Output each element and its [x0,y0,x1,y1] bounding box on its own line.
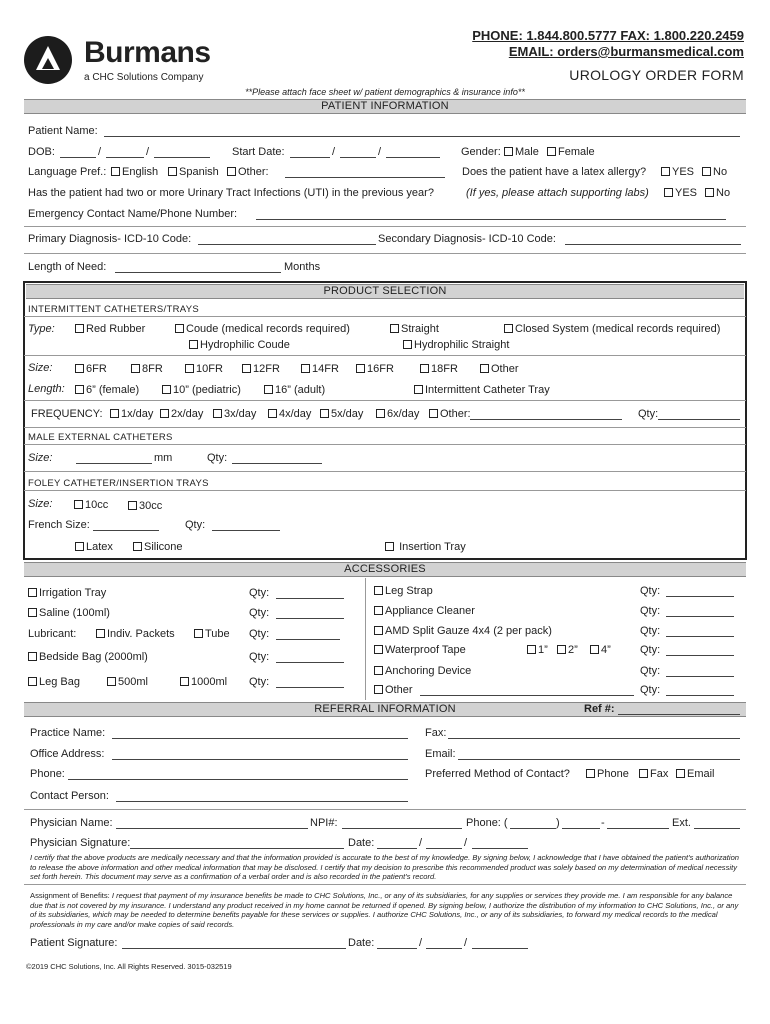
intermittent-subheader: INTERMITTENT CATHETERS/TRAYS [28,304,199,315]
saline-qty-label: Qty: [249,607,270,619]
latex-checkbox[interactable]: Latex [75,541,113,553]
office-address-field[interactable] [112,759,408,760]
leg-strap-checkbox[interactable]: Leg Strap [374,585,433,597]
logo-triangle-inner-icon [42,58,54,69]
tube-checkbox[interactable]: Tube [194,628,230,640]
latex-yes-checkbox[interactable]: YES [661,166,694,178]
foley-subheader: FOLEY CATHETER/INSERTION TRAYS [28,478,209,489]
freq-2x-checkbox[interactable]: 2x/day [160,408,203,420]
foley-size-label: Size: [28,498,53,510]
appliance-qty-field[interactable] [666,616,734,617]
male-size-label: Size: [28,452,53,464]
leg-bag-1000ml-checkbox[interactable]: 1000ml [180,676,227,688]
assignment-body: I request that payment of my insurance benefits be made to CHC Solutions, Inc., or any of its subsidiaries, for any supplies or services they provide me. I am responsible for any balance due that is not covered by my insurance. I understand any product received in my home cannot be returned if opened. By signing below, I authorize the distribution of my information to CHC Solutions, Inc., or any of its subsidiaries, which may be needed to determine benefits payable for these services or supplies. I authorize CHC Solutions, Inc., or any of its subsidiaries, to forward my medical records to the medical professionals in my care and/or make copies of said records. [30,891,739,929]
ext-label: Ext. [672,817,691,829]
fax-label: Fax: [425,727,447,739]
freq-qty-label: Qty: [638,408,659,420]
appliance-qty-label: Qty: [640,605,661,617]
divider [24,355,746,356]
date-slash: / [464,837,468,849]
lubricant-qty-label: Qty: [249,628,270,640]
physician-name-label: Physician Name: [30,817,113,829]
referral-section-title: REFERRAL INFORMATION [314,703,456,715]
leg-strap-qty-field[interactable] [666,596,734,597]
emergency-contact-field[interactable] [256,219,726,220]
fax-field[interactable] [448,738,740,739]
bedside-qty-field[interactable] [276,662,344,663]
language-english-checkbox[interactable]: English [111,166,158,178]
length-adult-checkbox[interactable]: 16” (adult) [264,384,325,396]
type-label: Type: [28,323,55,335]
dob-day-field[interactable] [106,157,144,158]
physician-date-day-field[interactable] [426,848,462,849]
lubricant-qty-field[interactable] [276,639,340,640]
phone-label: Phone: [30,768,65,780]
start-slash: / [378,146,382,158]
start-slash: / [332,146,336,158]
insertion-tray-checkbox[interactable]: Insertion Tray [385,541,466,553]
straight-checkbox[interactable]: Straight [390,323,439,335]
patient-date-label: Date: [348,937,375,949]
physician-signature-field[interactable] [130,848,344,849]
start-date-label: Start Date: [232,146,285,158]
other-qty-field[interactable] [666,695,734,696]
leg-bag-checkbox[interactable]: Leg Bag [28,676,80,688]
size-label: Size: [28,362,53,374]
phone-dash: - [601,817,605,829]
length-label: Length: [28,383,65,395]
start-month-field[interactable] [290,157,330,158]
mm-label: mm [154,452,173,464]
anchoring-qty-label: Qty: [640,665,661,677]
accessories-section-header: ACCESSORIES [24,562,746,577]
uti-no-checkbox[interactable]: No [705,187,730,199]
physician-date-month-field[interactable] [377,848,417,849]
emergency-contact-label: Emergency Contact Name/Phone Number: [28,208,238,220]
divider [24,400,746,401]
phone-field[interactable] [68,779,408,780]
size-16fr-checkbox[interactable]: 16FR [356,363,394,375]
leg-bag-qty-label: Qty: [249,676,270,688]
irrigation-tray-checkbox[interactable]: Irrigation Tray [28,587,106,599]
language-spanish-checkbox[interactable]: Spanish [168,166,219,178]
divider [24,427,746,428]
hydrophilic-coude-checkbox[interactable]: Hydrophilic Coude [189,339,290,351]
freq-4x-checkbox[interactable]: 4x/day [268,408,311,420]
email-label: Email: [425,748,456,760]
brand-subtitle: a CHC Solutions Company [84,72,204,83]
freq-6x-checkbox[interactable]: 6x/day [376,408,419,420]
language-other-checkbox[interactable]: Other: [227,166,269,178]
contact-email-checkbox[interactable]: Email [676,768,715,780]
patient-signature-field[interactable] [122,948,346,949]
patient-date-year-field[interactable] [472,948,528,949]
date-slash: / [464,937,468,949]
patient-name-field[interactable] [104,136,740,137]
freq-other-checkbox[interactable]: Other: [429,408,471,420]
irrigation-qty-field[interactable] [276,598,344,599]
silicone-checkbox[interactable]: Silicone [133,541,183,553]
freq-5x-checkbox[interactable]: 5x/day [320,408,363,420]
french-size-field[interactable] [93,530,159,531]
product-section-header: PRODUCT SELECTION [26,284,744,299]
freq-qty-field[interactable] [658,419,740,420]
length-of-need-field[interactable] [115,272,281,273]
divider [24,809,746,810]
leg-bag-500ml-checkbox[interactable]: 500ml [107,676,148,688]
divider [24,444,746,445]
foley-10cc-checkbox[interactable]: 10cc [74,499,108,511]
email-field[interactable] [458,759,740,760]
waterproof-tape-checkbox[interactable]: Waterproof Tape [374,644,466,656]
start-day-field[interactable] [340,157,376,158]
frequency-label: FREQUENCY: [31,408,103,420]
patient-section-header: PATIENT INFORMATION [24,99,746,114]
ref-number-field[interactable] [618,714,740,715]
length-pediatric-checkbox[interactable]: 10” (pediatric) [162,384,241,396]
dob-month-field[interactable] [60,157,96,158]
length-of-need-label: Length of Need: [28,261,107,273]
tape-qty-field[interactable] [666,655,734,656]
practice-name-label: Practice Name: [30,727,106,739]
npi-field[interactable] [342,828,462,829]
latex-no-checkbox[interactable]: No [702,166,727,178]
contact-fax-checkbox[interactable]: Fax [639,768,668,780]
npi-label: NPI#: [310,817,338,829]
practice-name-field[interactable] [112,738,408,739]
physician-date-year-field[interactable] [472,848,528,849]
date-slash: / [419,837,423,849]
size-12fr-checkbox[interactable]: 12FR [242,363,280,375]
accessories-column-divider [365,578,366,700]
divider [24,884,746,885]
ext-field[interactable] [694,828,740,829]
accessory-other-field[interactable] [420,695,634,696]
anchoring-qty-field[interactable] [666,676,734,677]
foley-qty-label: Qty: [185,519,206,531]
certification-text: I certify that the above products are medically necessary and that the information provided is accurate to the best of my knowledge. By signing below, I acknowledge that I have obtained the patient’s authorization to release the above information and other medical information that may be disclosed. I certify that my decision to prescribe this recommended product was solely based on my determination of medical necessity set forth herein. This document may serve as a confirmation of a verbal order and is also recorded in the patient’s record. [30,853,740,882]
lubricant-label: Lubricant: [28,628,77,640]
freq-other-field[interactable] [470,419,622,420]
dob-slash: / [98,146,102,158]
attach-note: **Please attach face sheet w/ patient demographics & insurance info** [245,87,525,97]
primary-dx-field[interactable] [198,244,376,245]
dob-label: DOB: [28,146,55,158]
dob-slash: / [146,146,150,158]
tape-qty-label: Qty: [640,644,661,656]
size-18fr-checkbox[interactable]: 18FR [420,363,458,375]
gender-label: Gender: [461,146,501,158]
physician-phone-label: Phone: ( [466,817,508,829]
closed-system-checkbox[interactable]: Closed System (medical records required) [504,323,720,335]
physician-name-field[interactable] [116,828,308,829]
language-other-field[interactable] [285,177,445,178]
contact-phone-checkbox[interactable]: Phone [586,768,629,780]
office-address-label: Office Address: [30,748,105,760]
language-label: Language Pref.: [28,166,107,178]
divider [24,490,746,491]
gender-male-checkbox[interactable]: Male [504,146,539,158]
tape-4in-checkbox[interactable]: 4” [590,644,611,656]
form-title: UROLOGY ORDER FORM [569,67,744,83]
latex-allergy-question: Does the patient have a latex allergy? [462,166,647,178]
brand-name: Burmans [84,36,211,69]
secondary-dx-field[interactable] [565,244,741,245]
male-size-field[interactable] [76,463,152,464]
phone-fax-line: PHONE: 1.844.800.5777 FAX: 1.800.220.2459 [472,28,744,43]
tape-1in-checkbox[interactable]: 1” [527,644,548,656]
date-slash: / [419,937,423,949]
intermittent-tray-checkbox[interactable]: Intermittent Catheter Tray [414,384,550,396]
gauze-qty-field[interactable] [666,636,734,637]
hydrophilic-straight-checkbox[interactable]: Hydrophilic Straight [403,339,509,351]
french-size-label: French Size: [28,519,90,531]
patient-name-label: Patient Name: [28,125,98,137]
split-gauze-checkbox[interactable]: AMD Split Gauze 4x4 (2 per pack) [374,625,552,637]
uti-question: Has the patient had two or more Urinary Tract Infections (UTI) in the previous year? [28,187,434,199]
ref-number-label: Ref #: [584,703,615,715]
anchoring-device-checkbox[interactable]: Anchoring Device [374,665,471,677]
red-rubber-checkbox[interactable]: Red Rubber [75,323,145,335]
bedside-bag-checkbox[interactable]: Bedside Bag (2000ml) [28,651,148,663]
email-line: EMAIL: orders@burmansmedical.com [508,44,744,59]
foley-30cc-checkbox[interactable]: 30cc [128,500,162,512]
tape-2in-checkbox[interactable]: 2” [557,644,578,656]
paren-close: ) [556,817,560,829]
assignment-label: Assignment of Benefits: [30,891,110,900]
coude-checkbox[interactable]: Coude (medical records required) [175,323,350,335]
physician-phone-line-field[interactable] [607,828,669,829]
size-other-checkbox[interactable]: Other [480,363,519,375]
other-qty-label: Qty: [640,684,661,696]
foley-qty-field[interactable] [212,530,280,531]
saline-qty-field[interactable] [276,618,344,619]
start-year-field[interactable] [386,157,440,158]
uti-yes-checkbox[interactable]: YES [664,187,697,199]
contact-person-field[interactable] [116,801,408,802]
size-6fr-checkbox[interactable]: 6FR [75,363,107,375]
patient-date-day-field[interactable] [426,948,462,949]
gauze-qty-label: Qty: [640,625,661,637]
contact-person-label: Contact Person: [30,790,109,802]
patient-date-month-field[interactable] [377,948,417,949]
length-female-checkbox[interactable]: 6” (female) [75,384,139,396]
male-external-subheader: MALE EXTERNAL CATHETERS [28,432,173,443]
leg-strap-qty-label: Qty: [640,585,661,597]
size-14fr-checkbox[interactable]: 14FR [301,363,339,375]
dob-year-field[interactable] [154,157,210,158]
uti-note: (If yes, please attach supporting labs) [466,187,649,199]
bedside-qty-label: Qty: [249,651,270,663]
footer-copyright: ©2019 CHC Solutions, Inc. All Rights Reserved. 3015-032519 [26,962,232,971]
gender-female-checkbox[interactable]: Female [547,146,595,158]
appliance-cleaner-checkbox[interactable]: Appliance Cleaner [374,605,475,617]
divider [24,253,746,254]
physician-area-code-field[interactable] [510,828,556,829]
freq-1x-checkbox[interactable]: 1x/day [110,408,153,420]
saline-checkbox[interactable]: Saline (100ml) [28,607,110,619]
months-label: Months [284,261,321,273]
male-qty-field[interactable] [232,463,322,464]
physician-date-label: Date: [348,837,375,849]
divider [24,471,746,472]
indiv-packets-checkbox[interactable]: Indiv. Packets [96,628,175,640]
male-qty-label: Qty: [207,452,228,464]
leg-bag-qty-field[interactable] [276,687,344,688]
physician-signature-label: Physician Signature: [30,837,131,849]
divider [24,226,746,227]
primary-dx-label: Primary Diagnosis- ICD-10 Code: [28,233,192,245]
size-8fr-checkbox[interactable]: 8FR [131,363,163,375]
irrigation-qty-label: Qty: [249,587,270,599]
patient-signature-label: Patient Signature: [30,937,118,949]
preferred-contact-label: Preferred Method of Contact? [425,768,570,780]
accessory-other-checkbox[interactable]: Other [374,684,413,696]
size-10fr-checkbox[interactable]: 10FR [185,363,223,375]
physician-phone-prefix-field[interactable] [562,828,600,829]
secondary-dx-label: Secondary Diagnosis- ICD-10 Code: [378,233,556,245]
assignment-of-benefits-text [30,891,740,929]
freq-3x-checkbox[interactable]: 3x/day [213,408,256,420]
divider [24,316,746,317]
